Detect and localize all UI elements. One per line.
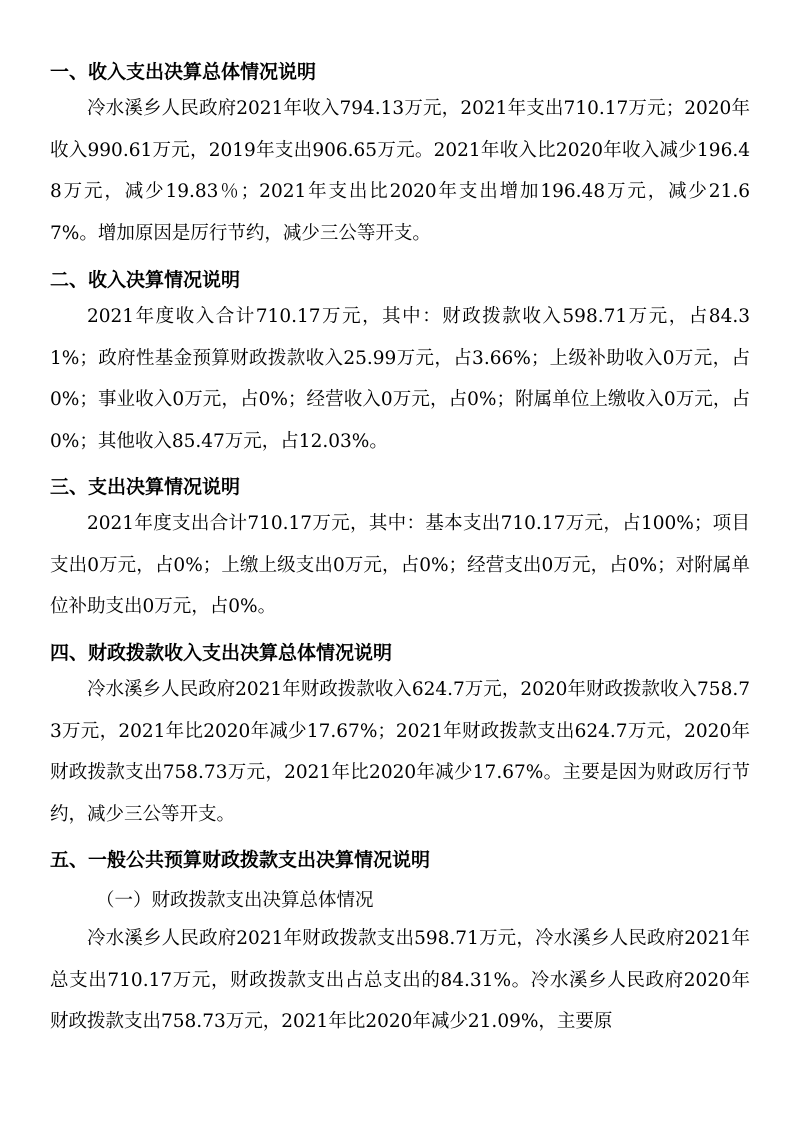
- section-5-paragraph: 冷水溪乡人民政府2021年财政拨款支出598.71万元，冷水溪乡人民政府2021年总支出710.17万元，财政拨款支出占总支出的84.31%。冷水溪乡人民政府2020年财政拨款支出758.73万元，2021年比2020年减少21.09%，主要原: [50, 928, 750, 1032]
- section-3-heading: 三、支出决算情况说明: [50, 476, 241, 498]
- section-1-paragraph: 冷水溪乡人民政府2021年收入794.13万元，2021年支出710.17万元；2020年收入990.61万元，2019年支出906.65万元。2021年收入比2020年收入减少196.48万元，减少19.83％；2021年支出比2020年支出增加196.48万元，减少21.67%。增加原因是厉行节约，减少三公等开支。: [50, 98, 750, 244]
- section-1-heading: 一、收入支出决算总体情况说明: [50, 61, 317, 83]
- section-5-subheading: （一）财政拨款支出决算总体情况: [96, 890, 374, 911]
- section-4-paragraph: 冷水溪乡人民政府2021年财政拨款收入624.7万元，2020年财政拨款收入758.73万元，2021年比2020年减少17.67%；2021年财政拨款支出624.7万元，2020年财政拨款支出758.73万元，2021年比2020年减少17.67%。主要是因为财政厉行节约，减少三公等开支。: [50, 679, 750, 825]
- section-3-paragraph: 2021年度支出合计710.17万元，其中：基本支出710.17万元，占100%；项目支出0万元，占0%；上缴上级支出0万元，占0%；经营支出0万元，占0%；对附属单位补助支出0万元，占0%。: [50, 513, 750, 617]
- section-2-heading: 二、收入决算情况说明: [50, 269, 241, 291]
- section-5-heading: 五、一般公共预算财政拨款支出决算情况说明: [50, 849, 431, 871]
- section-4-heading: 四、财政拨款收入支出决算总体情况说明: [50, 642, 393, 664]
- section-2-paragraph: 2021年度收入合计710.17万元，其中：财政拨款收入598.71万元，占84.31%；政府性基金预算财政拨款收入25.99万元，占3.66%；上级补助收入0万元，占0%；事业收入0万元，占0%；经营收入0万元，占0%；附属单位上缴收入0万元，占0%；其他收入85.47万元，占12.03%。: [50, 306, 750, 452]
